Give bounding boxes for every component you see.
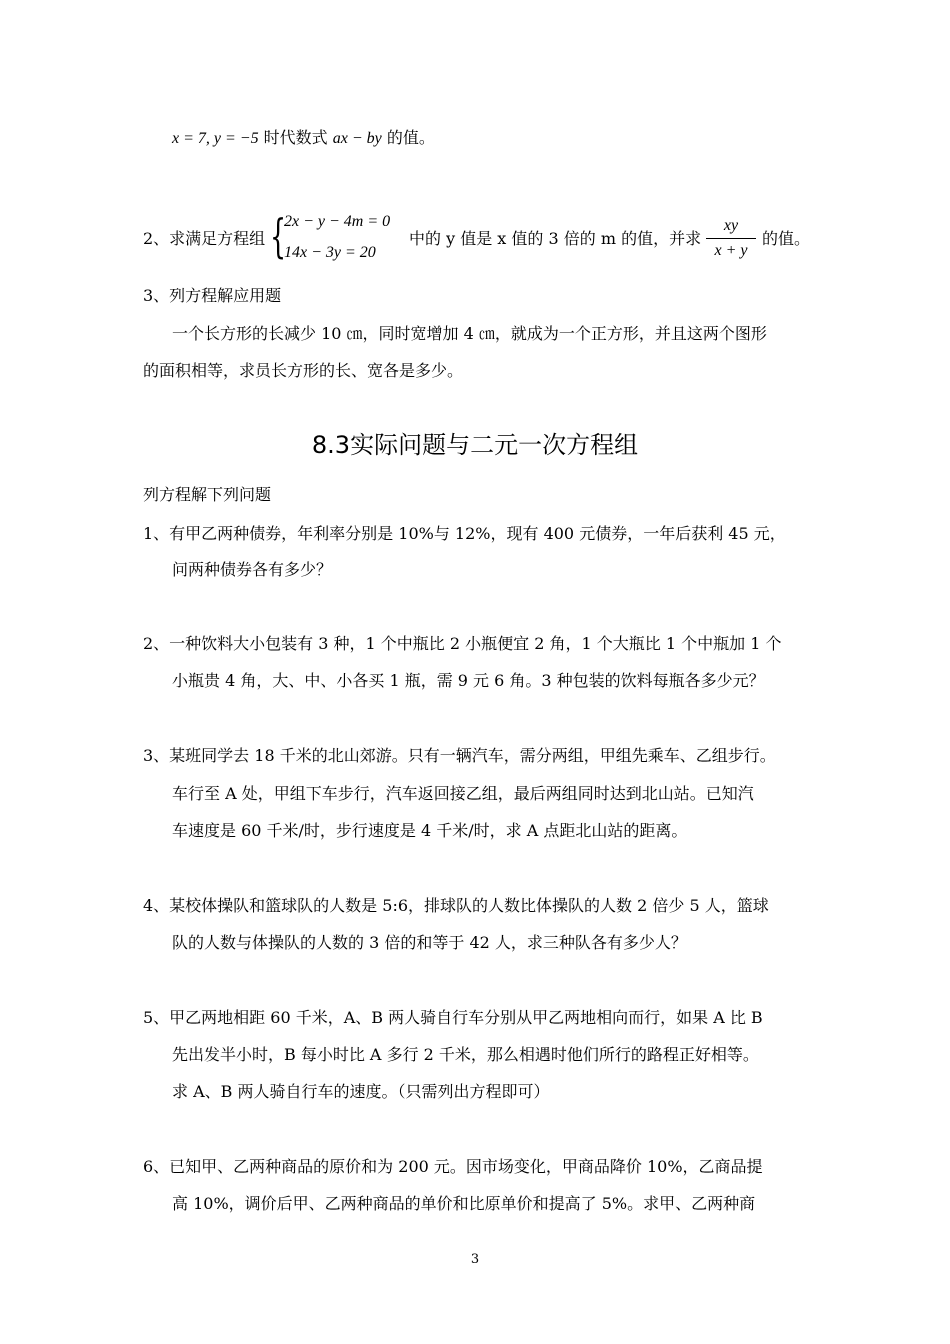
q3-line-2: 的面积相等，求员长方形的长、宽各是多少。	[143, 361, 464, 380]
problem-1-line-1: 1、有甲乙两种债券，年利率分别是 10%与 12%，现有 400 元债券，一年后获利 45 元，	[143, 524, 786, 543]
page-number: 3	[470, 1252, 480, 1267]
problem-6-line-2: 高 10%，调价后甲、乙两种商品的单价和比原单价和提高了 5%。求甲、乙两种商	[172, 1194, 756, 1213]
problem-5-line-3: 求 A、B 两人骑自行车的速度。（只需列出方程即可）	[172, 1082, 550, 1101]
problem-3-line-3: 车速度是 60 千米/时，步行速度是 4 千米/时，求 A 点距北山站的距离。	[172, 821, 688, 840]
problem-5-line-2: 先出发半小时，B 每小时比 A 多行 2 千米，那么相遇时他们所行的路程正好相等。	[172, 1045, 759, 1064]
fraction-numerator: xy	[723, 217, 739, 234]
equation-1: 2x − y − 4m = 0	[284, 213, 391, 230]
problem-5-line-1: 5、甲乙两地相距 60 千米，A、B 两人骑自行车分别从甲乙两地相向而行，如果 A 比 B	[143, 1008, 763, 1027]
left-brace-icon: {	[270, 209, 287, 263]
top-text-a: 时代数式	[258, 128, 333, 147]
section-title: 8.3实际问题与二元一次方程组	[311, 431, 639, 459]
equation-2: 14x − 3y = 20	[284, 244, 376, 261]
problem-4-line-1: 4、某校体操队和篮球队的人数是 5:6，排球队的人数比体操队的人数 2 倍少 5 人，篮球	[143, 896, 769, 915]
fraction-denominator: x + y	[714, 242, 748, 259]
q3-line-1: 一个长方形的长减少 10 ㎝，同时宽增加 4 ㎝，就成为一个正方形，并且这两个图形	[172, 324, 767, 343]
problem-3-line-1: 3、某班同学去 18 千米的北山郊游。只有一辆汽车，需分两组，甲组先乘车、乙组步行。	[143, 746, 776, 765]
top-formula: x = 7, y = −5	[172, 130, 259, 147]
problem-6-line-1: 6、已知甲、乙两种商品的原价和为 200 元。因市场变化，甲商品降价 10%，乙商品提	[143, 1157, 763, 1176]
q2-middle-text: 中的 y 值是 x 值的 3 倍的 m 的值，并求	[409, 229, 702, 248]
problem-2-line-2: 小瓶贵 4 角，大、中、小各买 1 瓶，需 9 元 6 角。3 种包装的饮料每瓶各多少元？	[172, 671, 765, 690]
q3-heading: 3、列方程解应用题	[143, 286, 282, 305]
section-intro: 列方程解下列问题	[143, 485, 272, 504]
top-text-b: 的值。	[381, 128, 435, 147]
top-expression: ax − by	[332, 130, 382, 147]
problem-4-line-2: 队的人数与体操队的人数的 3 倍的和等于 42 人，求三种队各有多少人？	[172, 933, 687, 952]
problem-2-line-1: 2、一种饮料大小包装有 3 种，1 个中瓶比 2 小瓶便宜 2 角，1 个大瓶比 1 个中瓶加 1 个	[143, 634, 782, 653]
fraction-xy-over-sum	[706, 216, 756, 261]
problem-1-line-2: 问两种债券各有多少？	[172, 560, 333, 579]
problem-3-line-2: 车行至 A 处，甲组下车步行，汽车返回接乙组，最后两组同时达到北山站。已知汽	[172, 784, 754, 803]
top-formula-line	[172, 128, 435, 149]
q2-label: 2、求满足方程组	[143, 229, 266, 248]
q2-tail: 的值。	[762, 229, 811, 248]
fraction-bar	[706, 238, 756, 239]
